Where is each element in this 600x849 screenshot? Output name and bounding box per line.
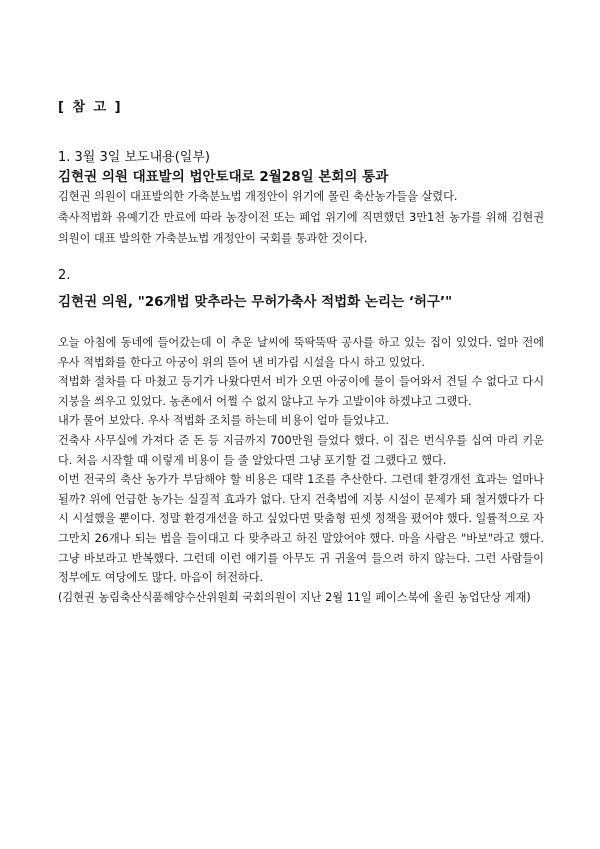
- section-2-paragraph: 이번 전국의 축산 농가가 부담해야 할 비용은 대략 1조를 추산한다. 그런데 환경개선 효과는 얼마나 될까? 위에 언급한 농가는 실질적 효과가 없다. 단지 건축법에 지붕 시설이 문제가 돼 철거했다가 다시 시설했을 뿐이다. 정말 환경개선을 하고 싶었다면 맞춤형 핀셋 정책을 폈어야 했다. 일률적으로 자그만치 26개나 되는 법을 들이대고 다 맞추라고 하진 말았어야 했다. 마을 사람은 "바보"라고 했다. 그냥 바보라고 반복했다. 그런데 이런 얘기를 아무도 귀 귀울여 들으려 하지 않는다. 그런 사람들이 정부에도 여당에도 많다. 마음이 허전하다.: [58, 473, 544, 585]
- section-2-paragraph: 적법화 절차를 다 마쳤고 등기가 나왔다면서 비가 오면 아궁이에 물이 들어와서 견딜 수 없다고 다시 지붕을 씌우고 있었다. 농촌에서 어쩔 수 없지 않냐고 누가 고발이야 하겠냐고 그랬다.: [58, 375, 544, 408]
- section-1-title: 김현권 의원 대표발의 법안토대로 2월28일 본회의 통과: [58, 169, 389, 185]
- source-note: (김현권 농림축산식품해양수산위원회 국회의원이 지난 2월 11일 페이스북에 올린 농업단상 게재): [58, 590, 531, 604]
- section-2-title: 김현권 의원, "26개법 맞추라는 무허가축사 적법화 논리는 ‘허구’": [58, 294, 453, 310]
- section-2-paragraph: 오늘 아침에 동네에 들어갔는데 이 추운 날씨에 뚝딱뚝딱 공사를 하고 있는 집이 있었다. 얼마 전에 우사 적법화를 한다고 아궁이 위의 뜯어 낸 비가림 시설을 다시 하고 있었다.: [58, 336, 544, 369]
- section-1-paragraph: 축사적법화 유예기간 만료에 따라 농장이전 또는 폐업 위기에 직면했던 3만1천 농가를 위해 김현권 의원이 대표 발의한 가축분뇨법 개정안이 국회를 통과한 것이다.: [58, 211, 544, 245]
- section-2-paragraph: 내가 물어 보았다. 우사 적법화 조치를 하는데 비용이 얼마 들었냐고.: [58, 414, 389, 428]
- reference-title: [ 참 고 ]: [58, 100, 123, 115]
- section-2-body: [58, 333, 544, 607]
- section-1-body: [58, 186, 544, 249]
- section-2-paragraph: 건축사 사무실에 가져다 준 돈 등 지금까지 700만원 들었다 했다. 이 집은 번식우를 십여 마리 키운다. 처음 시작할 때 이렇게 비용이 들 줄 알았다면 그냥 포기할 걸 그랬다고 했다.: [58, 433, 544, 467]
- section-1-paragraph: 김현권 의원이 대표발의한 가축분뇨법 개정안이 위기에 몰린 축산농가들을 살렸다.: [58, 190, 458, 203]
- section-1-heading: 1. 3월 3일 보도내용(일부): [58, 150, 210, 165]
- section-2-heading: 2.: [58, 268, 71, 283]
